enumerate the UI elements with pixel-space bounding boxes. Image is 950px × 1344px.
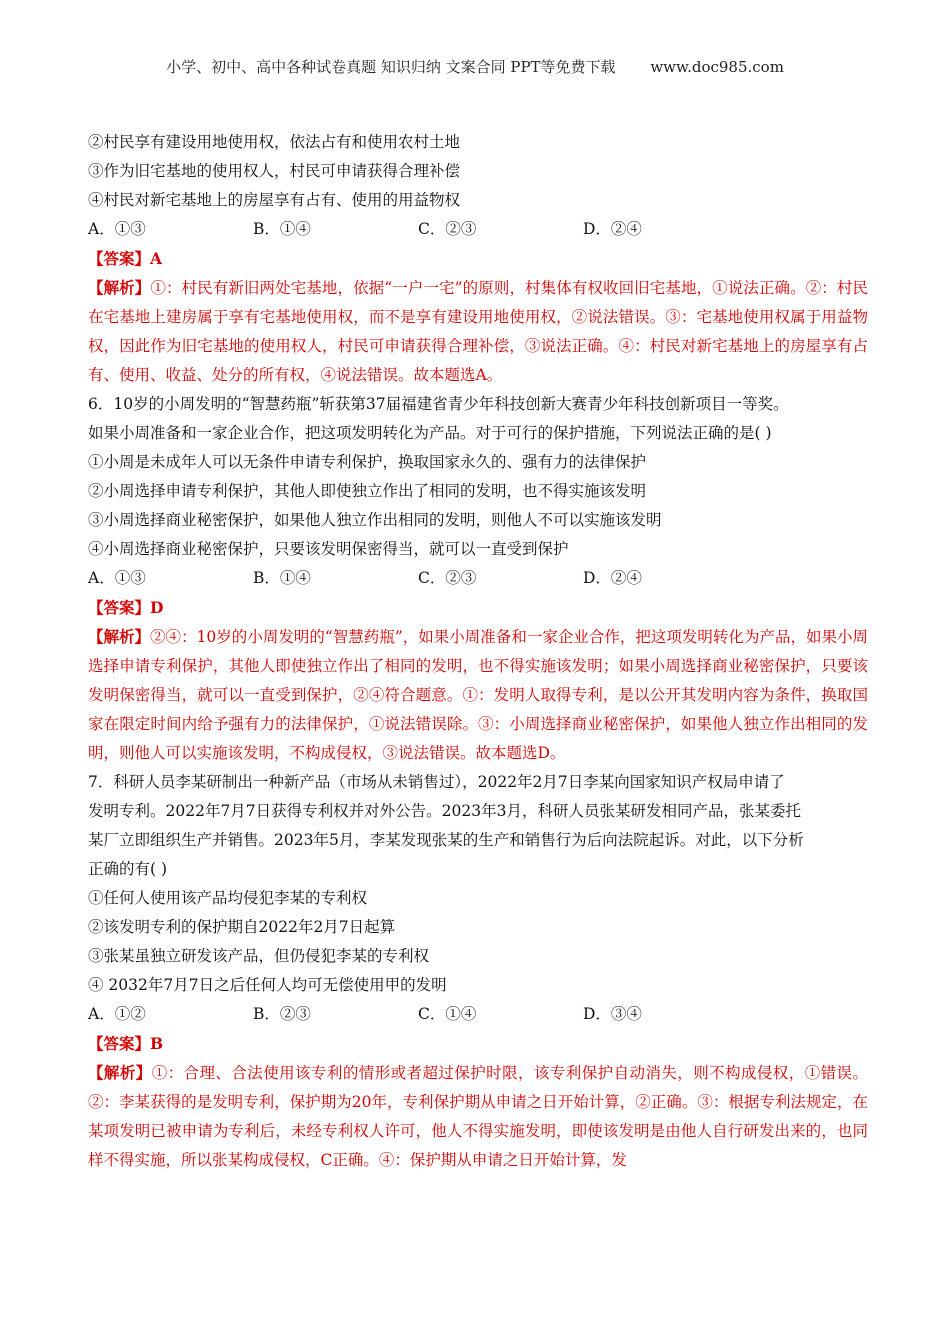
question-stem: 发明专利。2022年7月7日获得专利权并对外公告。2023年3月，科研人员张某研发相同产品，张某委托: [88, 802, 801, 820]
question-stem: 7．科研人员李某研制出一种新产品（市场从未销售过），2022年2月7日李某向国家知识产权局申请了: [88, 773, 785, 791]
answer: 【答案】B: [88, 1034, 164, 1053]
content: [88, 128, 868, 1175]
question-stem: 某厂立即组织生产并销售。2023年5月，李某发现张某的生产和销售行为后向法院起诉。对此，以下分析: [88, 831, 804, 849]
question-7: [88, 768, 868, 1175]
answer: 【答案】D: [88, 598, 164, 617]
option-d: D．②④: [583, 569, 642, 587]
option-d: D．③④: [583, 1005, 642, 1023]
option-c: C．①④: [418, 1005, 477, 1023]
answer: 【答案】A: [88, 249, 163, 268]
page-header: [0, 56, 950, 77]
statement: ①任何人使用该产品均侵犯李某的专利权: [88, 889, 368, 907]
analysis: [88, 622, 868, 768]
question-stem: 6．10岁的小周发明的“智慧药瓶”斩获第37届福建省青少年科技创新大赛青少年科技创新项目一等奖。: [88, 395, 789, 413]
analysis-text: ①：村民有新旧两处宅基地，依据“一户一宅”的原则，村集体有权收回旧宅基地，①说法正确。②：村民在宅基地上建房属于享有宅基地使用权，而不是享有建设用地使用权，②说法错误。③：宅基地使用权属于用益物权，因此作为旧宅基地的使用权人，村民可申请获得合理补偿，③说法正确。④：村民对新宅基地上的房屋享有占有、使用、收益、处分的所有权，④说法错误。故本题选A。: [88, 279, 868, 384]
statement: ②小周选择申请专利保护，其他人即使独立作出了相同的发明，也不得实施该发明: [88, 482, 647, 500]
statement: ③作为旧宅基地的使用权人，村民可申请获得合理补偿: [88, 162, 461, 180]
analysis: [88, 273, 868, 390]
option-a: A．①②: [88, 1005, 146, 1023]
analysis-text: ②④：10岁的小周发明的“智慧药瓶”，如果小周准备和一家企业合作，把这项发明转化为产品，如果小周选择申请专利保护，其他人即使独立作出了相同的发明，也不得实施该发明；如果小周选择商业秘密保护，只要该发明保密得当，就可以一直受到保护，②④符合题意。①：发明人取得专利，是以公开其发明内容为条件，换取国家在限定时间内给予强有力的法律保护，①说法错误除。③：小周选择商业秘密保护，如果他人独立作出相同的发明，则他人可以实施该发明，不构成侵权，③说法错误。故本题选D。: [88, 628, 868, 762]
options-row: [88, 1000, 868, 1029]
option-b: B．①④: [253, 220, 311, 238]
statement: ④小周选择商业秘密保护，只要该发明保密得当，就可以一直受到保护: [88, 540, 569, 558]
question-stem: 如果小周准备和一家企业合作，把这项发明转化为产品。对于可行的保护措施，下列说法正确的是( ): [88, 424, 772, 442]
analysis-tag: 【解析】: [88, 1063, 152, 1082]
statement: ③小周选择商业秘密保护，如果他人独立作出相同的发明，则他人不可以实施该发明: [88, 511, 662, 529]
option-c: C．②③: [418, 569, 477, 587]
statement: ②村民享有建设用地使用权，依法占有和使用农村土地: [88, 133, 461, 151]
statement: ④村民对新宅基地上的房屋享有占有、使用的用益物权: [88, 191, 461, 209]
option-d: D．②④: [583, 220, 642, 238]
statement: ②该发明专利的保护期自2022年2月7日起算: [88, 918, 396, 936]
question-6: [88, 390, 868, 768]
analysis-text: ①：合理、合法使用该专利的情形或者超过保护时限，该专利保护自动消失，则不构成侵权，①错误。②：李某获得的是发明专利，保护期为20年，专利保护期从申请之日开始计算，②正确。③：根据专利法规定，在某项发明已被申请为专利后，未经专利权人许可，他人不得实施发明，即使该发明是由他人自行研发出来的，也同样不得实施，所以张某构成侵权，C正确。④：保护期从申请之日开始计算，发: [88, 1064, 868, 1169]
statement: ③张某虽独立研发该产品，但仍侵犯李某的专利权: [88, 947, 430, 965]
option-a: A．①③: [88, 569, 146, 587]
statement: ①小周是未成年人可以无条件申请专利保护，换取国家永久的、强有力的法律保护: [88, 453, 647, 471]
statement: ④ 2032年7月7日之后任何人均可无偿使用甲的发明: [88, 976, 447, 994]
option-c: C．②③: [418, 220, 477, 238]
analysis-tag: 【解析】: [88, 627, 151, 646]
option-a: A．①③: [88, 220, 146, 238]
header-url[interactable]: www.doc985.com: [650, 58, 784, 76]
question-stem: 正确的有( ): [88, 860, 168, 878]
options-row: [88, 215, 868, 244]
analysis: [88, 1058, 868, 1175]
header-text: 小学、初中、高中各种试卷真题 知识归纳 文案合同 PPT等免费下载: [166, 58, 616, 76]
analysis-tag: 【解析】: [88, 278, 151, 297]
question-5: [88, 128, 868, 390]
options-row: [88, 564, 868, 593]
option-b: B．①④: [253, 569, 311, 587]
option-b: B．②③: [253, 1005, 311, 1023]
